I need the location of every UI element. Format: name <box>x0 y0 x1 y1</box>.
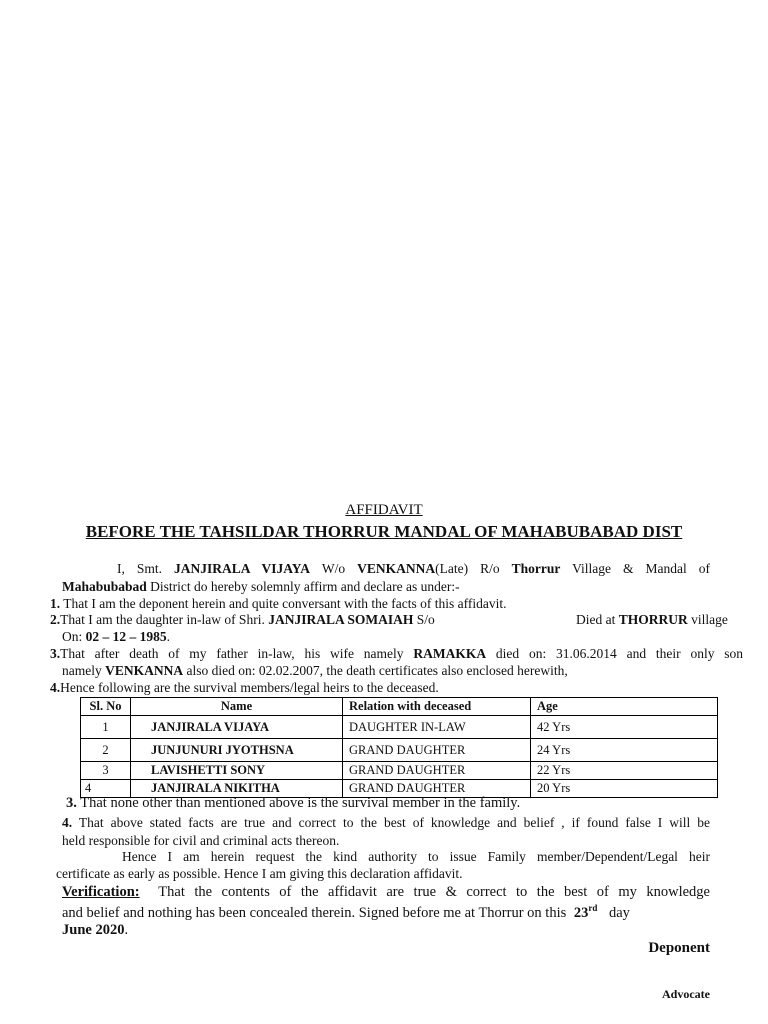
item-number: 3. <box>50 646 61 661</box>
item-text: S/o <box>416 612 435 627</box>
intro-text: I, Smt. <box>117 561 163 576</box>
column-header: Name <box>131 698 343 716</box>
document-title: AFFIDAVIT <box>345 502 423 518</box>
intro-text: W/o <box>321 561 346 576</box>
verification-line-1 <box>62 884 710 901</box>
advocate-label: Advocate <box>662 987 710 1001</box>
table-cell: 24 Yrs <box>531 739 718 762</box>
intro-text: Village & Mandal of <box>572 561 711 576</box>
table-cell: 2 <box>81 739 131 762</box>
table-cell: DAUGHTER IN-LAW <box>343 716 531 739</box>
table-row <box>81 716 718 739</box>
request-text: Hence I am herein request the kind authority to issue Family member/Dependent/Legal heir <box>122 849 710 864</box>
table-cell: GRAND DAUGHTER <box>343 739 531 762</box>
item-1 <box>50 596 507 612</box>
table-cell: GRAND DAUGHTER <box>343 762 531 780</box>
item-text: That I am the deponent herein and quite conversant with the facts of this affidavit. <box>63 596 507 611</box>
place-name: THORRUR <box>618 612 688 627</box>
column-header: Age <box>531 698 718 716</box>
item-number: 4. <box>50 680 61 695</box>
table-cell: LAVISHETTI SONY <box>131 762 343 780</box>
death-date: 02 – 12 – 1985 <box>85 629 167 644</box>
place-name: Thorrur <box>511 561 561 576</box>
verification-line-3 <box>62 922 128 939</box>
item-text: On: <box>62 629 83 644</box>
verification-line-2 <box>62 903 630 922</box>
table-cell: JUNJUNURI JYOTHSNA <box>131 739 343 762</box>
request-line-1 <box>122 849 710 865</box>
son-name: VENKANNA <box>105 663 184 678</box>
item-text: Died at <box>576 612 616 627</box>
intro-text: R/o <box>480 561 500 576</box>
item-3-line-2 <box>62 663 568 679</box>
item-text: That none other than mentioned above is the survival member in the family. <box>80 795 521 811</box>
heirs-table <box>80 697 718 798</box>
deponent-name: JANJIRALA VIJAYA <box>174 561 311 576</box>
item-text: That after death of my father in-law, his wife namely <box>60 646 404 661</box>
item-2-died-at <box>576 612 728 628</box>
verification-date: June 2020 <box>62 922 125 938</box>
table-header-row <box>81 698 718 716</box>
request-line-2: certificate as early as possible. Hence I am giving this declaration affidavit. <box>56 866 463 881</box>
item-text: That I am the daughter in-law of Shri. <box>60 612 265 627</box>
intro-text: (Late) <box>435 561 469 576</box>
verification-text: and belief and nothing has been concealed therein. Signed before me at Thorrur on this <box>62 904 567 921</box>
table-cell: 4 <box>81 780 131 798</box>
item-text: namely <box>62 663 102 678</box>
verification-text: day <box>609 904 630 921</box>
table-row <box>81 762 718 780</box>
item-4 <box>50 680 439 696</box>
verification-day-suffix: rd <box>588 903 598 913</box>
item-number: 3. <box>66 795 77 811</box>
item-number: 4. <box>62 815 73 830</box>
item-text: died on: 31.06.2014 and their only son <box>495 646 744 661</box>
item-text: Hence following are the survival members/legal heirs to the deceased. <box>60 680 439 695</box>
intro-line-2 <box>62 579 460 595</box>
item-text: That above stated facts are true and correct to the best of knowledge and belief , if found false I will be <box>78 815 710 830</box>
verification-text: . <box>124 922 129 938</box>
wife-name: RAMAKKA <box>413 646 487 661</box>
column-header: Sl. No <box>81 698 131 716</box>
table-cell: 22 Yrs <box>531 762 718 780</box>
husband-name: VENKANNA <box>357 561 436 576</box>
item-6-line-1 <box>62 815 710 831</box>
item-3-line-1 <box>50 646 743 662</box>
intro-text: District do hereby solemnly affirm and declare as under:- <box>150 579 460 594</box>
intro-line-1 <box>117 561 710 577</box>
father-name: JANJIRALA SOMAIAH <box>268 612 414 627</box>
item-6-line-2: held responsible for civil and criminal acts thereon. <box>62 833 340 848</box>
item-number: 1. <box>50 596 61 611</box>
table-cell: 42 Yrs <box>531 716 718 739</box>
item-text: . <box>166 629 170 644</box>
item-2-line-2 <box>62 629 170 645</box>
table-cell: JANJIRALA NIKITHA <box>131 780 343 798</box>
table-cell: 3 <box>81 762 131 780</box>
item-text: village <box>691 612 728 627</box>
item-text: also died on: 02.02.2007, the death certificates also enclosed herewith, <box>186 663 568 678</box>
column-header: Relation with deceased <box>343 698 531 716</box>
table-row <box>81 739 718 762</box>
item-number: 2. <box>50 612 61 627</box>
deponent-label: Deponent <box>648 940 710 956</box>
verification-label: Verification: <box>62 884 140 900</box>
table-cell: 20 Yrs <box>531 780 718 798</box>
document-subtitle: BEFORE THE TAHSILDAR THORRUR MANDAL OF MAHABUBABAD DIST <box>85 522 683 541</box>
item-2-line-1 <box>50 612 435 628</box>
verification-day: 23 <box>573 904 589 921</box>
table-cell: GRAND DAUGHTER <box>343 780 531 798</box>
table-cell: JANJIRALA VIJAYA <box>131 716 343 739</box>
district-name: Mahabubabad <box>62 579 147 594</box>
item-5 <box>66 795 520 812</box>
table-cell: 1 <box>81 716 131 739</box>
verification-text: That the contents of the affidavit are true & correct to the best of my knowledge <box>158 884 710 900</box>
